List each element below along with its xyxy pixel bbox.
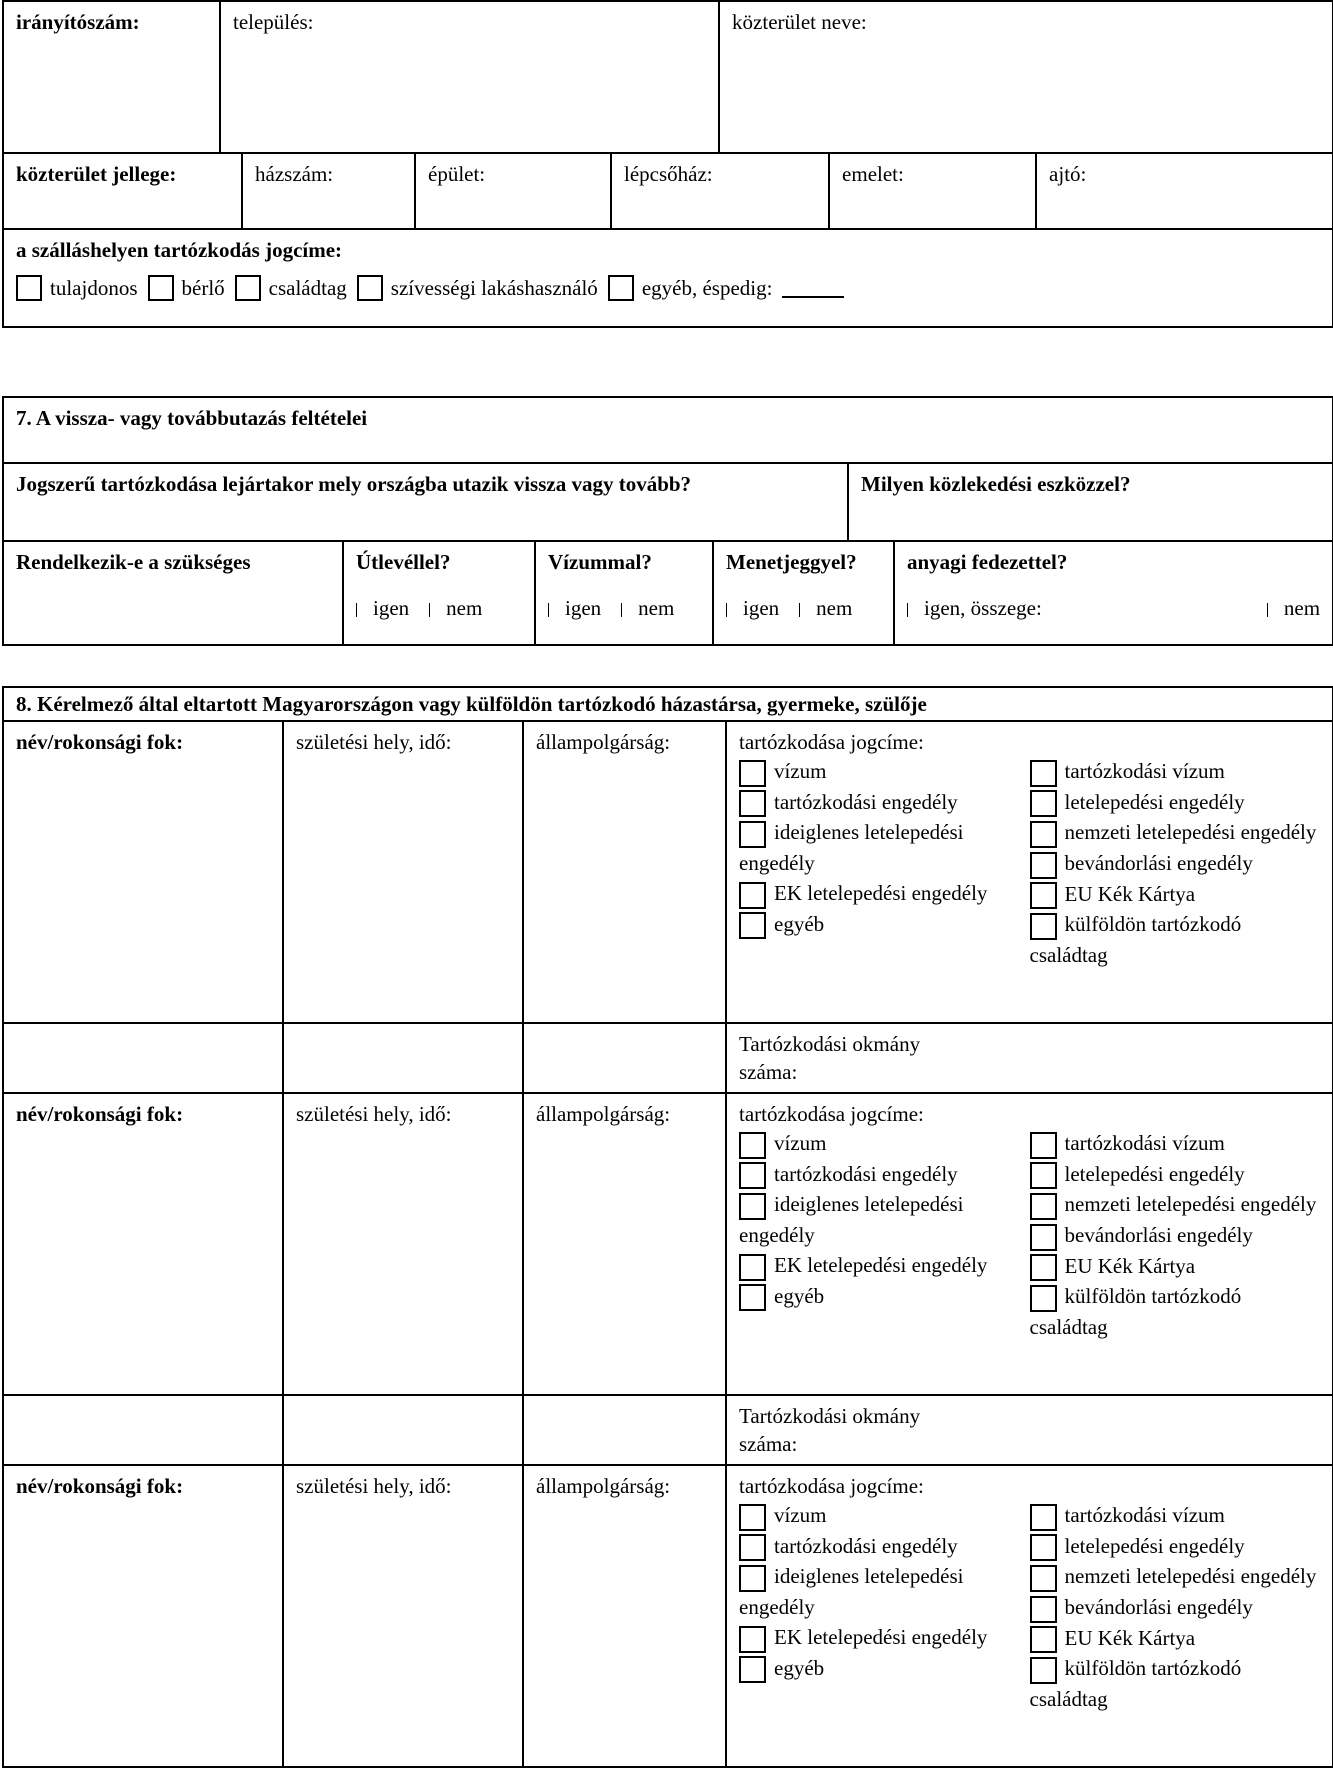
floor-label: emelet: <box>842 162 904 186</box>
passport-yes-checkbox[interactable] <box>356 603 365 617</box>
person1-extra-1[interactable] <box>3 1023 283 1093</box>
checkbox[interactable] <box>1030 760 1057 787</box>
checkbox[interactable] <box>148 275 174 301</box>
accommodation-title-label: a szálláshelyen tartózkodás jogcíme: <box>16 238 343 262</box>
checkbox[interactable] <box>1030 852 1057 879</box>
ticket-label: Menetjeggyel? <box>726 550 857 574</box>
option-label: EK letelepedési engedély <box>774 881 988 906</box>
citizenship-label: állampolgárság: <box>536 730 671 754</box>
person1-citizenship-field[interactable] <box>523 721 726 1023</box>
option-label: külföldön tartózkodó családtag <box>1029 1656 1242 1712</box>
option-label: tartózkodási vízum <box>1064 1131 1225 1155</box>
transport-label: Milyen közlekedési eszközzel? <box>861 472 1131 496</box>
person2-name-field[interactable] <box>3 1093 283 1395</box>
checkbox[interactable] <box>1030 1162 1057 1189</box>
yes-label: igen <box>565 596 602 620</box>
street-label: közterület neve: <box>732 10 867 34</box>
building-label: épület: <box>428 162 486 186</box>
doc-number-label: Tartózkodási okmány száma: <box>739 1032 921 1084</box>
person2-residence-title <box>726 1093 1333 1395</box>
house-number-field[interactable] <box>242 153 415 229</box>
requirements-cell <box>3 541 343 645</box>
option-label: egyéb, éspedig: <box>641 276 773 300</box>
person2-extra-3[interactable] <box>523 1395 726 1465</box>
yes-amount-label: igen, összege: <box>924 596 1042 620</box>
person3-residence-title <box>726 1465 1333 1767</box>
option-label: vízum <box>774 1503 827 1527</box>
no-label: nem <box>1283 596 1321 620</box>
checkbox[interactable] <box>1030 1504 1057 1531</box>
visa-cell <box>535 541 713 645</box>
checkbox[interactable] <box>1030 1254 1057 1281</box>
person1-extra-2[interactable] <box>283 1023 523 1093</box>
option-label: tartózkodási engedély <box>774 789 958 814</box>
option-label: tartózkodási vízum <box>1064 1503 1225 1527</box>
city-field[interactable] <box>220 1 719 153</box>
option-label: egyéb <box>774 1655 825 1680</box>
address-table <box>2 0 1333 328</box>
option-label: EK letelepedési engedély <box>774 1625 988 1650</box>
accommodation-title-options <box>16 274 1320 302</box>
option-label: EK letelepedési engedély <box>774 1253 988 1278</box>
checkbox[interactable] <box>357 275 383 301</box>
street-type-field[interactable] <box>3 153 242 229</box>
option-label: ideiglenes letelepedési engedély <box>739 1564 964 1620</box>
ticket-cell <box>713 541 894 645</box>
building-field[interactable] <box>415 153 611 229</box>
door-field[interactable] <box>1036 153 1333 229</box>
citizenship-label: állampolgárság: <box>536 1102 671 1126</box>
ticket-yes-checkbox[interactable] <box>726 603 735 617</box>
checkbox[interactable] <box>1030 821 1057 848</box>
birth-label: születési hely, idő: <box>296 730 452 754</box>
checkbox[interactable] <box>235 275 261 301</box>
funds-cell <box>894 541 1333 645</box>
name-label: név/rokonsági fok: <box>16 1102 184 1126</box>
checkbox[interactable] <box>739 1534 766 1561</box>
yes-label: igen <box>743 596 780 620</box>
zip-field[interactable] <box>3 1 220 153</box>
person2-doc-number-field[interactable] <box>726 1395 1333 1465</box>
option-label: EU Kék Kártya <box>1064 1253 1196 1278</box>
checkbox[interactable] <box>1030 1224 1057 1251</box>
passport-label: Útlevéllel? <box>356 550 451 574</box>
visa-label: Vízummal? <box>548 550 652 574</box>
checkbox[interactable] <box>1030 790 1057 817</box>
option-label: nemzeti letelepedési engedély <box>1064 820 1317 845</box>
checkbox[interactable] <box>739 882 766 909</box>
section7-table <box>2 396 1333 646</box>
door-label: ajtó: <box>1049 162 1087 186</box>
other-specify-line[interactable] <box>782 278 844 298</box>
option-tenant[interactable] <box>148 274 225 302</box>
option-label: vízum <box>774 1131 827 1155</box>
option-label: vízum <box>774 759 827 783</box>
option-label: nemzeti letelepedési engedély <box>1064 1192 1317 1217</box>
option-other[interactable] <box>608 274 845 302</box>
transport-field[interactable] <box>848 463 1333 541</box>
option-label: családtag <box>268 276 347 300</box>
birth-label: születési hely, idő: <box>296 1474 452 1498</box>
person2-birth-field[interactable] <box>283 1093 523 1395</box>
yes-label: igen <box>373 596 410 620</box>
birth-label: születési hely, idő: <box>296 1102 452 1126</box>
checkbox[interactable] <box>739 790 766 817</box>
staircase-field[interactable] <box>611 153 829 229</box>
floor-field[interactable] <box>829 153 1036 229</box>
zip-label: irányítószám: <box>16 10 140 34</box>
passport-cell <box>343 541 535 645</box>
city-label: település: <box>233 10 314 34</box>
checkbox[interactable] <box>1030 1596 1057 1623</box>
person1-extra-3[interactable] <box>523 1023 726 1093</box>
option-label: letelepedési engedély <box>1064 1533 1245 1558</box>
no-label: nem <box>638 596 675 620</box>
option-label: tartózkodási engedély <box>774 1161 958 1186</box>
checkbox[interactable] <box>1030 1626 1057 1653</box>
residence-title-label: tartózkodása jogcíme: <box>739 730 924 754</box>
option-label: EU Kék Kártya <box>1064 1625 1196 1650</box>
option-label: egyéb <box>774 1283 825 1308</box>
person2-citizenship-field[interactable] <box>523 1093 726 1395</box>
checkbox[interactable] <box>739 1656 766 1683</box>
checkbox[interactable] <box>739 1504 766 1531</box>
checkbox[interactable] <box>1030 913 1057 940</box>
section8-heading-cell <box>3 687 1333 721</box>
person2-extra-1[interactable] <box>3 1395 283 1465</box>
option-label: bérlő <box>181 276 225 300</box>
person3-birth-field[interactable] <box>283 1465 523 1767</box>
option-label: bevándorlási engedély <box>1064 851 1253 876</box>
option-label: tartózkodási engedély <box>774 1533 958 1558</box>
ticket-no-checkbox[interactable] <box>799 603 808 617</box>
option-label: nemzeti letelepedési engedély <box>1064 1564 1317 1589</box>
requirements-label: Rendelkezik-e a szükséges <box>16 550 251 574</box>
checkbox[interactable] <box>739 760 766 787</box>
person3-citizenship-field[interactable] <box>523 1465 726 1767</box>
checkbox[interactable] <box>1030 1657 1057 1684</box>
doc-number-label: Tartózkodási okmány száma: <box>739 1404 921 1456</box>
checkbox[interactable] <box>739 1284 766 1311</box>
person1-birth-field[interactable] <box>283 721 523 1023</box>
name-label: név/rokonsági fok: <box>16 730 184 754</box>
checkbox[interactable] <box>739 1626 766 1653</box>
house-number-label: házszám: <box>255 162 334 186</box>
section7-heading-cell <box>3 397 1333 463</box>
checkbox[interactable] <box>1030 1193 1057 1220</box>
street-field[interactable] <box>719 1 1333 153</box>
option-label: bevándorlási engedély <box>1064 1223 1253 1248</box>
checkbox[interactable] <box>1030 1132 1057 1159</box>
section8-table <box>2 686 1333 1768</box>
checkbox[interactable] <box>739 821 766 848</box>
option-label: szívességi lakáshasználó <box>390 276 598 300</box>
checkbox[interactable] <box>739 1132 766 1159</box>
section8-heading: 8. Kérelmező által eltartott Magyarországon vagy külföldön tartózkodó házastársa, gyermeke, szülője <box>16 692 927 716</box>
option-label: külföldön tartózkodó családtag <box>1029 912 1242 968</box>
visa-no-checkbox[interactable] <box>621 603 630 617</box>
residence-title-label: tartózkodása jogcíme: <box>739 1474 924 1498</box>
checkbox[interactable] <box>1030 882 1057 909</box>
checkbox[interactable] <box>16 275 42 301</box>
checkbox[interactable] <box>1030 1534 1057 1561</box>
person3-name-field[interactable] <box>3 1465 283 1767</box>
option-label: letelepedési engedély <box>1064 789 1245 814</box>
checkbox[interactable] <box>739 1162 766 1189</box>
person1-residence-title <box>726 721 1333 1023</box>
no-label: nem <box>816 596 853 620</box>
option-family-member[interactable] <box>235 274 347 302</box>
option-label: bevándorlási engedély <box>1064 1595 1253 1620</box>
residence-title-label: tartózkodása jogcíme: <box>739 1102 924 1126</box>
visa-yes-checkbox[interactable] <box>548 603 557 617</box>
option-label: ideiglenes letelepedési engedély <box>739 1192 964 1248</box>
checkbox[interactable] <box>739 912 766 939</box>
destination-country-label: Jogszerű tartózkodása lejártakor mely országba utazik vissza vagy tovább? <box>16 472 692 496</box>
option-label: egyéb <box>774 911 825 936</box>
option-courtesy-user[interactable] <box>357 274 598 302</box>
funds-yes-checkbox[interactable] <box>907 603 916 617</box>
option-label: EU Kék Kártya <box>1064 881 1196 906</box>
checkbox[interactable] <box>739 1254 766 1281</box>
accommodation-title-cell <box>3 229 1333 327</box>
section7-heading: 7. A vissza- vagy továbbutazás feltételei <box>16 406 368 430</box>
funds-label: anyagi fedezettel? <box>907 550 1068 574</box>
option-owner[interactable] <box>16 274 138 302</box>
funds-no-checkbox[interactable] <box>1267 603 1276 617</box>
staircase-label: lépcsőház: <box>624 162 713 186</box>
checkbox[interactable] <box>1030 1285 1057 1312</box>
no-label: nem <box>446 596 483 620</box>
option-label: ideiglenes letelepedési engedély <box>739 820 964 876</box>
person2-extra-2[interactable] <box>283 1395 523 1465</box>
checkbox[interactable] <box>1030 1565 1057 1592</box>
person1-doc-number-field[interactable] <box>726 1023 1333 1093</box>
checkbox[interactable] <box>739 1565 766 1592</box>
option-label: tulajdonos <box>50 276 138 300</box>
name-label: név/rokonsági fok: <box>16 1474 184 1498</box>
passport-no-checkbox[interactable] <box>429 603 438 617</box>
checkbox[interactable] <box>739 1193 766 1220</box>
option-label: tartózkodási vízum <box>1064 759 1225 783</box>
option-label: letelepedési engedély <box>1064 1161 1245 1186</box>
street-type-label: közterület jellege: <box>16 162 177 186</box>
person1-name-field[interactable] <box>3 721 283 1023</box>
checkbox[interactable] <box>608 275 634 301</box>
citizenship-label: állampolgárság: <box>536 1474 671 1498</box>
destination-country-field[interactable] <box>3 463 848 541</box>
option-label: külföldön tartózkodó családtag <box>1029 1284 1242 1340</box>
